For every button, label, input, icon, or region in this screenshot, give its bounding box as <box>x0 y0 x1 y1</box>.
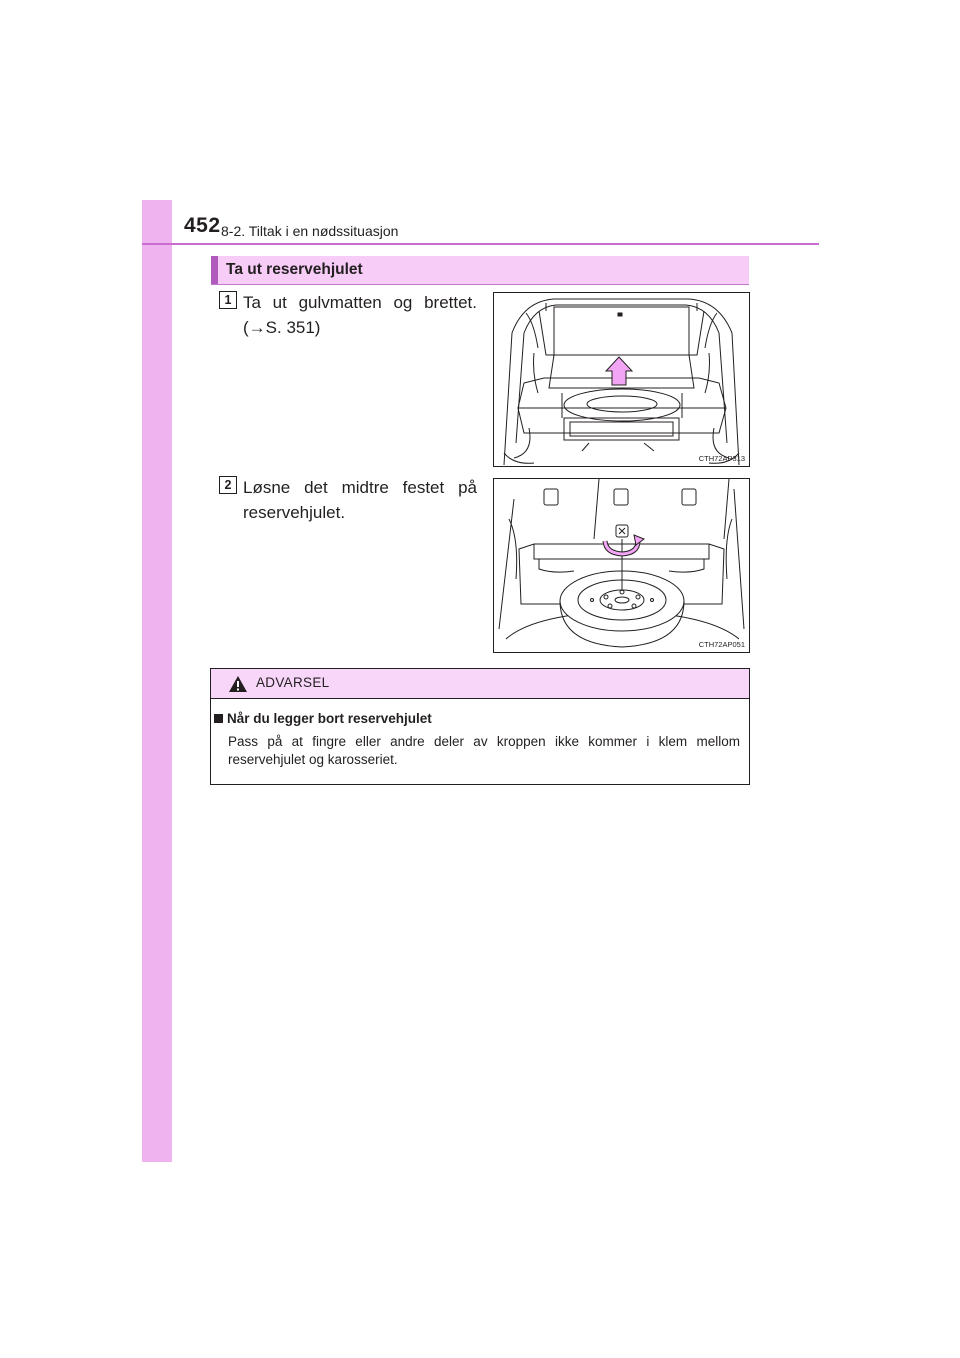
sub-heading-title: Ta ut reservehjulet <box>226 261 363 278</box>
header-rule <box>142 243 819 245</box>
step-text-1: Ta ut gulvmatten og brettet. (→S. 351) <box>243 293 477 337</box>
sub-heading-rule <box>211 284 749 285</box>
warning-box <box>210 668 750 785</box>
warning-title: ADVARSEL <box>256 675 330 690</box>
figure-spare-wheel <box>493 478 750 653</box>
step-number-2: 2 <box>219 476 237 494</box>
warning-header <box>211 669 749 699</box>
step-text-2: Løsne det midtre festet på reservehjulet. <box>243 478 477 522</box>
page-number: 452 <box>184 214 221 237</box>
warning-item-title: Når du legger bort reservehjulet <box>227 711 432 726</box>
warning-body: Pass på at fingre eller andre deler av kroppen ikke kommer i klem mellom reservehjulet og karosseriet. <box>228 734 740 767</box>
spare-wheel-illustration <box>494 479 749 652</box>
figure-code-1: CTH72AP313 <box>698 454 745 463</box>
warning-item-heading <box>214 711 432 726</box>
figure-trunk-floor <box>493 292 750 467</box>
warning-triangle-icon <box>228 675 248 693</box>
trunk-illustration <box>494 293 749 466</box>
sidebar-color-tab <box>142 200 172 1162</box>
sub-heading-bar <box>211 256 749 284</box>
section-title: 8-2. Tiltak i en nødssituasjon <box>221 223 399 239</box>
sub-heading-accent <box>211 256 218 284</box>
figure-code-2: CTH72AP051 <box>698 640 745 649</box>
step-number-1: 1 <box>219 291 237 309</box>
square-bullet-icon <box>214 714 223 723</box>
